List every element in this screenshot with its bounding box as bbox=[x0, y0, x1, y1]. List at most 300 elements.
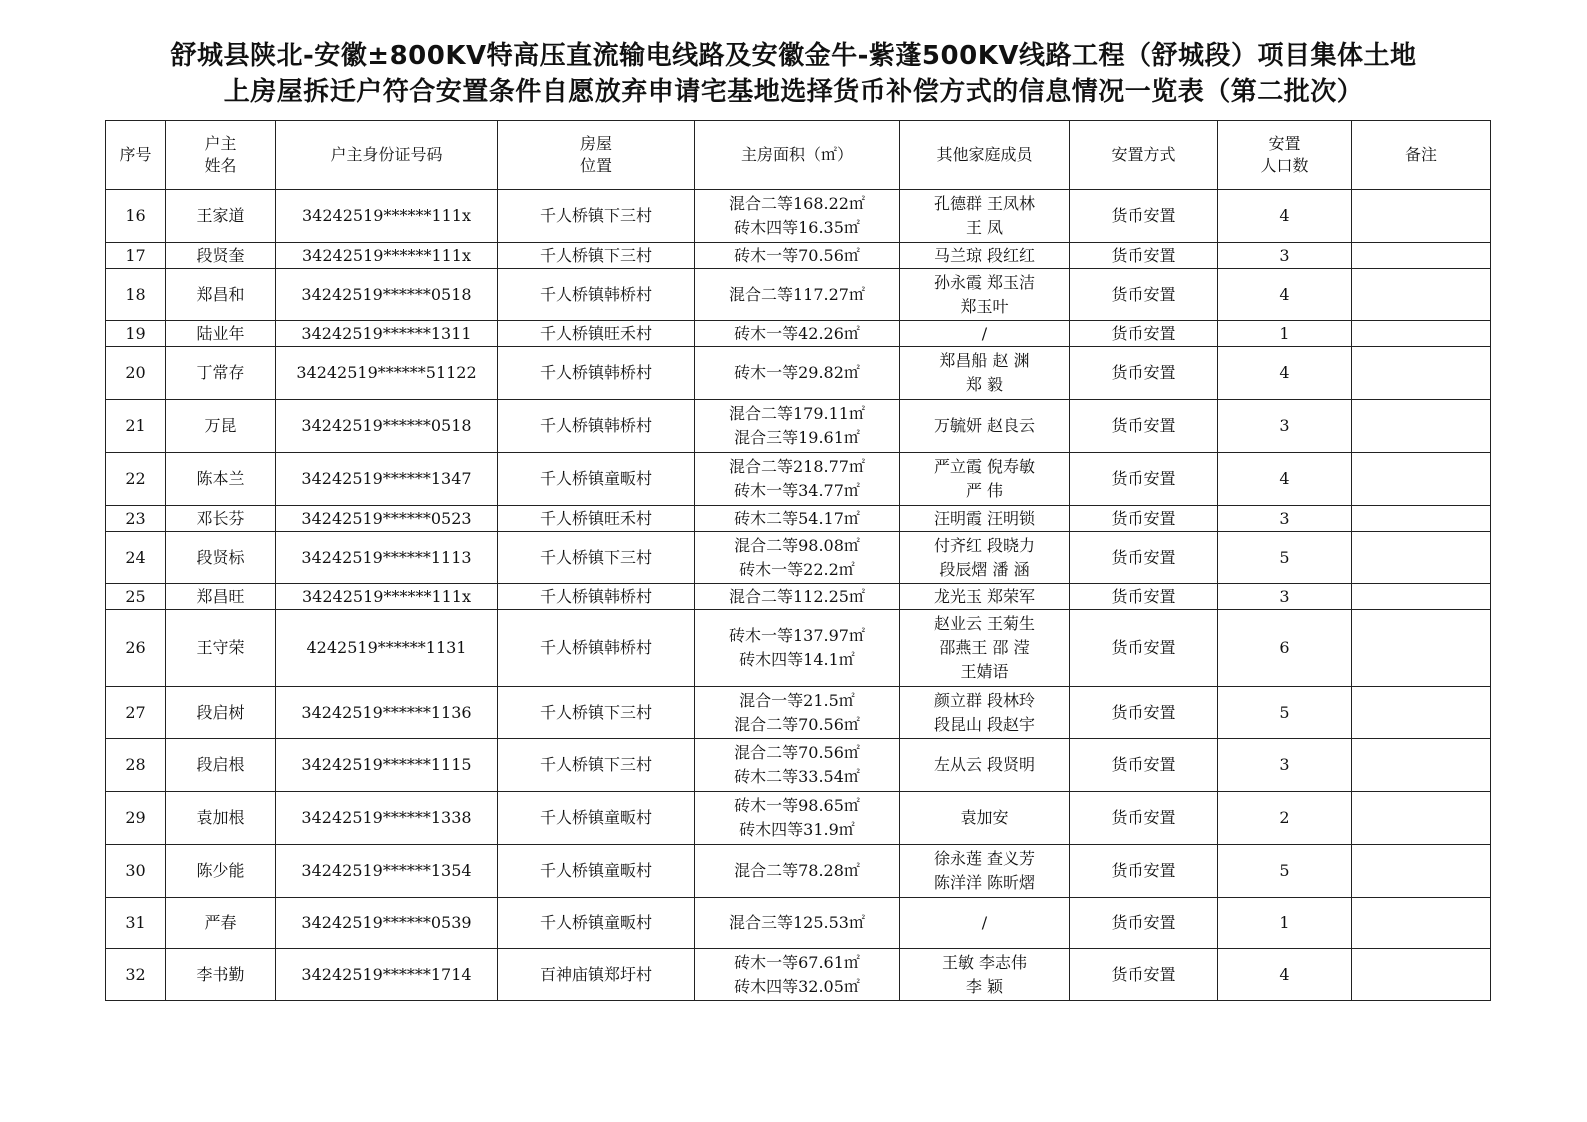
cell-area-line: 砖木四等16.35㎡ bbox=[734, 218, 860, 237]
cell-family-line: 孔德群 王凤林 bbox=[933, 194, 1036, 213]
cell-location bbox=[498, 898, 695, 949]
cell-remark bbox=[1352, 845, 1491, 898]
cell-id bbox=[276, 949, 498, 1001]
cell-id-text: 4242519******1131 bbox=[306, 638, 467, 657]
cell-owner bbox=[166, 347, 276, 400]
cell-area bbox=[695, 453, 900, 506]
cell-remark bbox=[1352, 610, 1491, 687]
cell-area-line: 混合二等112.25㎡ bbox=[729, 586, 865, 606]
cell-method-text: 货币安置 bbox=[1111, 913, 1176, 932]
cell-remark bbox=[1352, 687, 1491, 739]
cell-method bbox=[1070, 949, 1218, 1001]
table-row bbox=[106, 845, 1491, 898]
cell-area-line: 砖木一等137.97㎡ bbox=[729, 626, 865, 645]
cell-owner bbox=[166, 845, 276, 898]
cell-method bbox=[1070, 453, 1218, 506]
cell-method-text: 货币安置 bbox=[1111, 808, 1176, 827]
cell-family-line: 龙光玉 郑荣军 bbox=[933, 586, 1036, 606]
cell-family bbox=[900, 532, 1070, 584]
cell-family bbox=[900, 610, 1070, 687]
cell-method-text: 货币安置 bbox=[1111, 755, 1176, 774]
table-row bbox=[106, 506, 1491, 532]
cell-no bbox=[106, 739, 166, 792]
cell-method-text: 货币安置 bbox=[1111, 206, 1176, 225]
header-method: 安置方式 bbox=[1070, 121, 1218, 190]
cell-method bbox=[1070, 532, 1218, 584]
cell-location bbox=[498, 532, 695, 584]
cell-owner bbox=[166, 792, 276, 845]
cell-people bbox=[1218, 269, 1352, 321]
cell-owner-text: 陆业年 bbox=[196, 323, 245, 343]
cell-owner-text: 陈本兰 bbox=[196, 469, 245, 488]
cell-family-line: 王婧语 bbox=[960, 662, 1009, 681]
cell-owner-text: 段贤标 bbox=[196, 547, 245, 567]
cell-location-text: 千人桥镇下三村 bbox=[539, 702, 652, 722]
cell-remark bbox=[1352, 506, 1491, 532]
cell-area bbox=[695, 321, 900, 347]
cell-no-text: 29 bbox=[125, 808, 146, 827]
cell-id-text: 34242519******1347 bbox=[301, 469, 472, 488]
cell-id bbox=[276, 506, 498, 532]
cell-area-line: 砖木一等34.77㎡ bbox=[734, 481, 860, 500]
cell-people-text: 5 bbox=[1279, 547, 1290, 567]
cell-owner bbox=[166, 269, 276, 321]
cell-method bbox=[1070, 739, 1218, 792]
cell-id bbox=[276, 321, 498, 347]
cell-method-text: 货币安置 bbox=[1111, 508, 1176, 528]
cell-no-text: 16 bbox=[125, 206, 146, 225]
cell-id bbox=[276, 400, 498, 453]
cell-id-text: 34242519******0518 bbox=[301, 284, 472, 304]
cell-area-line: 混合二等70.56㎡ bbox=[734, 714, 860, 734]
cell-family-line: 李 颖 bbox=[965, 976, 1004, 996]
table-row bbox=[106, 190, 1491, 243]
cell-id bbox=[276, 610, 498, 687]
cell-family-line: 郑玉叶 bbox=[960, 296, 1009, 316]
cell-location-text: 千人桥镇童畈村 bbox=[539, 861, 652, 880]
cell-owner bbox=[166, 400, 276, 453]
cell-method-text: 货币安置 bbox=[1111, 363, 1176, 382]
table-row bbox=[106, 532, 1491, 584]
cell-people-text: 5 bbox=[1279, 861, 1290, 880]
cell-no bbox=[106, 400, 166, 453]
cell-owner-text: 袁加根 bbox=[196, 808, 245, 827]
cell-no-text: 26 bbox=[125, 638, 146, 657]
header-id: 户主身份证号码 bbox=[276, 121, 498, 190]
cell-remark bbox=[1352, 453, 1491, 506]
cell-id bbox=[276, 347, 498, 400]
cell-family-line: 万毓妍 赵良云 bbox=[933, 416, 1036, 435]
cell-area bbox=[695, 792, 900, 845]
cell-owner-text: 严春 bbox=[204, 913, 237, 932]
table-row bbox=[106, 347, 1491, 400]
cell-location bbox=[498, 269, 695, 321]
cell-family bbox=[900, 400, 1070, 453]
cell-no bbox=[106, 269, 166, 321]
cell-family bbox=[900, 845, 1070, 898]
cell-family-line: 严立霞 倪寿敏 bbox=[933, 457, 1036, 476]
cell-method-text: 货币安置 bbox=[1111, 861, 1176, 880]
cell-family bbox=[900, 190, 1070, 243]
cell-location-text: 百神庙镇郑圩村 bbox=[539, 964, 652, 984]
cell-area bbox=[695, 243, 900, 269]
cell-method bbox=[1070, 321, 1218, 347]
cell-people bbox=[1218, 532, 1352, 584]
cell-remark bbox=[1352, 584, 1491, 610]
cell-remark bbox=[1352, 269, 1491, 321]
cell-remark bbox=[1352, 400, 1491, 453]
cell-area bbox=[695, 269, 900, 321]
cell-location-text: 千人桥镇韩桥村 bbox=[539, 363, 652, 382]
cell-no bbox=[106, 845, 166, 898]
cell-location-text: 千人桥镇韩桥村 bbox=[539, 284, 652, 304]
cell-no-text: 17 bbox=[125, 245, 146, 265]
cell-owner-text: 郑昌和 bbox=[196, 284, 245, 304]
cell-id-text: 34242519******0523 bbox=[301, 508, 472, 528]
cell-family-line: 赵业云 王菊生 bbox=[933, 614, 1036, 633]
cell-owner bbox=[166, 532, 276, 584]
cell-location-text: 千人桥镇童畈村 bbox=[539, 469, 652, 488]
cell-id-text: 34242519******1113 bbox=[301, 547, 472, 567]
cell-family-line: 袁加安 bbox=[960, 808, 1009, 827]
cell-location bbox=[498, 584, 695, 610]
cell-location bbox=[498, 453, 695, 506]
cell-method bbox=[1070, 845, 1218, 898]
cell-family-line: / bbox=[981, 913, 988, 932]
cell-owner bbox=[166, 610, 276, 687]
cell-area-line: 混合一等21.5㎡ bbox=[739, 690, 855, 710]
cell-method-text: 货币安置 bbox=[1111, 245, 1176, 265]
header-family: 其他家庭成员 bbox=[900, 121, 1070, 190]
cell-area-line: 混合二等98.08㎡ bbox=[734, 535, 860, 555]
cell-family-line: 段辰熠 潘 涵 bbox=[939, 559, 1030, 579]
cell-no bbox=[106, 532, 166, 584]
header-row bbox=[106, 121, 1491, 190]
cell-id bbox=[276, 739, 498, 792]
cell-family-line: 马兰琼 段红红 bbox=[933, 245, 1036, 265]
cell-no-text: 18 bbox=[125, 284, 146, 304]
cell-location bbox=[498, 949, 695, 1001]
cell-no-text: 30 bbox=[125, 861, 146, 880]
cell-family bbox=[900, 506, 1070, 532]
cell-id-text: 34242519******1136 bbox=[301, 702, 472, 722]
cell-no bbox=[106, 949, 166, 1001]
cell-method bbox=[1070, 190, 1218, 243]
cell-family-line: 邵燕王 邵 滢 bbox=[939, 638, 1030, 657]
cell-family-line: 严 伟 bbox=[965, 481, 1004, 500]
cell-people bbox=[1218, 453, 1352, 506]
title-line-1: 舒城县陕北-安徽±800KV特高压直流输电线路及安徽金牛-紫蓬500KV线路工程（舒城段）项目集体土地 bbox=[170, 41, 1417, 71]
cell-area-line: 砖木一等29.82㎡ bbox=[734, 363, 860, 382]
cell-family-line: 陈洋洋 陈昕熠 bbox=[933, 873, 1036, 892]
cell-no-text: 31 bbox=[125, 913, 146, 932]
cell-owner bbox=[166, 687, 276, 739]
cell-area-line: 砖木一等70.56㎡ bbox=[734, 245, 860, 265]
cell-location-text: 千人桥镇童畈村 bbox=[539, 913, 652, 932]
table-row bbox=[106, 898, 1491, 949]
cell-id-text: 34242519******1354 bbox=[301, 861, 472, 880]
cell-family-line: 孙永霞 郑玉洁 bbox=[933, 272, 1036, 292]
cell-remark bbox=[1352, 739, 1491, 792]
cell-people-text: 3 bbox=[1279, 508, 1290, 528]
cell-people bbox=[1218, 792, 1352, 845]
cell-family bbox=[900, 949, 1070, 1001]
cell-remark bbox=[1352, 190, 1491, 243]
cell-id-text: 34242519******111x bbox=[302, 206, 471, 225]
cell-area-line: 砖木一等98.65㎡ bbox=[734, 796, 860, 815]
cell-area bbox=[695, 898, 900, 949]
cell-no-text: 23 bbox=[125, 508, 146, 528]
header-remark: 备注 bbox=[1352, 121, 1491, 190]
cell-no bbox=[106, 243, 166, 269]
cell-id bbox=[276, 584, 498, 610]
cell-family-line: 付齐红 段晓力 bbox=[933, 535, 1036, 555]
cell-no bbox=[106, 347, 166, 400]
cell-remark bbox=[1352, 792, 1491, 845]
cell-area bbox=[695, 845, 900, 898]
cell-remark bbox=[1352, 532, 1491, 584]
cell-id-text: 34242519******111x bbox=[302, 586, 471, 606]
cell-no-text: 20 bbox=[125, 363, 146, 382]
cell-method-text: 货币安置 bbox=[1111, 586, 1176, 606]
cell-id-text: 34242519******0539 bbox=[301, 913, 472, 932]
cell-location bbox=[498, 243, 695, 269]
cell-location bbox=[498, 347, 695, 400]
table-row bbox=[106, 584, 1491, 610]
cell-no bbox=[106, 898, 166, 949]
cell-location bbox=[498, 845, 695, 898]
cell-people-text: 4 bbox=[1279, 206, 1290, 225]
cell-area bbox=[695, 739, 900, 792]
cell-owner bbox=[166, 243, 276, 269]
cell-area-line: 砖木二等54.17㎡ bbox=[734, 508, 860, 528]
cell-location-text: 千人桥镇旺禾村 bbox=[539, 508, 652, 528]
cell-id bbox=[276, 269, 498, 321]
cell-owner bbox=[166, 453, 276, 506]
relocation-table bbox=[105, 120, 1491, 1001]
cell-owner-text: 段启根 bbox=[196, 755, 245, 774]
cell-owner bbox=[166, 506, 276, 532]
cell-people bbox=[1218, 243, 1352, 269]
cell-area-line: 混合二等78.28㎡ bbox=[734, 861, 860, 880]
cell-area-line: 混合二等168.22㎡ bbox=[729, 194, 865, 213]
cell-people-text: 2 bbox=[1279, 808, 1290, 827]
cell-remark bbox=[1352, 949, 1491, 1001]
header-area: 主房面积（㎡） bbox=[695, 121, 900, 190]
cell-family bbox=[900, 453, 1070, 506]
cell-people-text: 3 bbox=[1279, 586, 1290, 606]
cell-area-line: 混合二等218.77㎡ bbox=[729, 457, 865, 476]
table-row bbox=[106, 687, 1491, 739]
cell-family-line: 王敏 李志伟 bbox=[941, 952, 1028, 972]
cell-family bbox=[900, 584, 1070, 610]
cell-method-text: 货币安置 bbox=[1111, 547, 1176, 567]
cell-no-text: 21 bbox=[125, 416, 146, 435]
table-row bbox=[106, 321, 1491, 347]
cell-id-text: 34242519******1115 bbox=[301, 755, 472, 774]
header-people: 安置 人口数 bbox=[1218, 121, 1352, 190]
cell-area-line: 砖木一等42.26㎡ bbox=[734, 323, 860, 343]
cell-method bbox=[1070, 400, 1218, 453]
cell-people-text: 4 bbox=[1279, 363, 1290, 382]
cell-family bbox=[900, 898, 1070, 949]
cell-no-text: 32 bbox=[125, 964, 146, 984]
cell-owner-text: 段启树 bbox=[196, 702, 245, 722]
cell-location bbox=[498, 321, 695, 347]
cell-no-text: 19 bbox=[125, 323, 146, 343]
cell-people bbox=[1218, 739, 1352, 792]
cell-family-line: 左从云 段贤明 bbox=[933, 755, 1036, 774]
cell-id-text: 34242519******0518 bbox=[301, 416, 472, 435]
cell-location bbox=[498, 400, 695, 453]
cell-method-text: 货币安置 bbox=[1111, 469, 1176, 488]
cell-location bbox=[498, 506, 695, 532]
cell-no-text: 24 bbox=[125, 547, 146, 567]
cell-family bbox=[900, 347, 1070, 400]
cell-people bbox=[1218, 610, 1352, 687]
cell-method bbox=[1070, 347, 1218, 400]
document-title bbox=[60, 38, 1527, 110]
cell-family bbox=[900, 269, 1070, 321]
cell-people-text: 6 bbox=[1279, 638, 1290, 657]
cell-owner-text: 郑昌旺 bbox=[196, 586, 245, 606]
cell-area bbox=[695, 400, 900, 453]
cell-area bbox=[695, 610, 900, 687]
cell-area-line: 混合三等125.53㎡ bbox=[729, 913, 865, 932]
cell-method-text: 货币安置 bbox=[1111, 702, 1176, 722]
cell-id-text: 34242519******1338 bbox=[301, 808, 472, 827]
cell-family-line: / bbox=[981, 323, 988, 343]
cell-location-text: 千人桥镇下三村 bbox=[539, 245, 652, 265]
cell-location-text: 千人桥镇下三村 bbox=[539, 755, 652, 774]
cell-no-text: 22 bbox=[125, 469, 146, 488]
cell-method bbox=[1070, 243, 1218, 269]
cell-owner-text: 丁常存 bbox=[196, 363, 245, 382]
cell-family-line: 颜立群 段林玲 bbox=[933, 690, 1036, 710]
cell-no-text: 27 bbox=[125, 702, 146, 722]
cell-people bbox=[1218, 845, 1352, 898]
cell-family-line: 段昆山 段赵宇 bbox=[933, 714, 1036, 734]
cell-family-line: 汪明霞 汪明锁 bbox=[933, 508, 1036, 528]
cell-people bbox=[1218, 321, 1352, 347]
cell-people bbox=[1218, 949, 1352, 1001]
cell-people bbox=[1218, 190, 1352, 243]
header-owner: 户主 姓名 bbox=[166, 121, 276, 190]
cell-family-line: 郑 毅 bbox=[965, 375, 1004, 394]
title-line-2: 上房屋拆迁户符合安置条件自愿放弃申请宅基地选择货币补偿方式的信息情况一览表（第二批次） bbox=[223, 77, 1364, 107]
cell-people-text: 4 bbox=[1279, 469, 1290, 488]
table-row bbox=[106, 243, 1491, 269]
cell-area-line: 混合三等19.61㎡ bbox=[734, 428, 860, 447]
cell-family-line: 郑昌船 赵 渊 bbox=[939, 351, 1030, 370]
cell-family bbox=[900, 243, 1070, 269]
cell-people-text: 4 bbox=[1279, 964, 1290, 984]
cell-family bbox=[900, 739, 1070, 792]
table-row bbox=[106, 400, 1491, 453]
cell-id-text: 34242519******51122 bbox=[296, 363, 477, 382]
cell-owner bbox=[166, 321, 276, 347]
cell-method-text: 货币安置 bbox=[1111, 638, 1176, 657]
cell-area-line: 砖木四等32.05㎡ bbox=[734, 976, 860, 996]
cell-owner-text: 陈少能 bbox=[196, 861, 245, 880]
cell-area bbox=[695, 532, 900, 584]
cell-id bbox=[276, 532, 498, 584]
cell-owner bbox=[166, 949, 276, 1001]
cell-people-text: 3 bbox=[1279, 755, 1290, 774]
cell-owner-text: 段贤奎 bbox=[196, 245, 245, 265]
cell-remark bbox=[1352, 898, 1491, 949]
cell-method bbox=[1070, 792, 1218, 845]
cell-owner bbox=[166, 739, 276, 792]
cell-people-text: 3 bbox=[1279, 245, 1290, 265]
cell-id bbox=[276, 898, 498, 949]
cell-location-text: 千人桥镇韩桥村 bbox=[539, 586, 652, 606]
cell-location-text: 千人桥镇旺禾村 bbox=[539, 323, 652, 343]
cell-method bbox=[1070, 610, 1218, 687]
cell-id bbox=[276, 687, 498, 739]
cell-family-line: 徐永莲 查义芳 bbox=[933, 849, 1036, 868]
cell-method-text: 货币安置 bbox=[1111, 284, 1176, 304]
cell-people bbox=[1218, 400, 1352, 453]
cell-owner-text: 王守荣 bbox=[196, 638, 245, 657]
cell-method bbox=[1070, 898, 1218, 949]
cell-owner-text: 邓长芬 bbox=[196, 508, 245, 528]
cell-family-line: 王 凤 bbox=[965, 218, 1004, 237]
cell-owner bbox=[166, 190, 276, 243]
cell-area-line: 砖木四等31.9㎡ bbox=[739, 820, 855, 839]
cell-owner-text: 李书勤 bbox=[196, 964, 245, 984]
cell-owner-text: 王家道 bbox=[196, 206, 245, 225]
cell-owner bbox=[166, 898, 276, 949]
cell-method-text: 货币安置 bbox=[1111, 964, 1176, 984]
cell-area-line: 砖木四等14.1㎡ bbox=[739, 650, 855, 669]
table-row bbox=[106, 792, 1491, 845]
cell-location-text: 千人桥镇下三村 bbox=[539, 206, 652, 225]
cell-area bbox=[695, 949, 900, 1001]
cell-no bbox=[106, 792, 166, 845]
cell-location bbox=[498, 792, 695, 845]
cell-id-text: 34242519******111x bbox=[302, 245, 471, 265]
table-row bbox=[106, 739, 1491, 792]
cell-no bbox=[106, 584, 166, 610]
cell-no-text: 28 bbox=[125, 755, 146, 774]
table-row bbox=[106, 269, 1491, 321]
cell-remark bbox=[1352, 347, 1491, 400]
cell-no bbox=[106, 321, 166, 347]
table-row bbox=[106, 453, 1491, 506]
cell-people-text: 1 bbox=[1279, 323, 1290, 343]
cell-no bbox=[106, 190, 166, 243]
cell-location bbox=[498, 190, 695, 243]
cell-area bbox=[695, 347, 900, 400]
cell-area-line: 砖木二等33.54㎡ bbox=[734, 767, 860, 786]
cell-id bbox=[276, 243, 498, 269]
cell-method bbox=[1070, 269, 1218, 321]
cell-no bbox=[106, 610, 166, 687]
cell-area-line: 砖木一等67.61㎡ bbox=[734, 952, 860, 972]
cell-area-line: 混合二等70.56㎡ bbox=[734, 743, 860, 762]
cell-method bbox=[1070, 584, 1218, 610]
cell-people bbox=[1218, 898, 1352, 949]
cell-family bbox=[900, 321, 1070, 347]
cell-owner-text: 万昆 bbox=[204, 416, 237, 435]
cell-location-text: 千人桥镇下三村 bbox=[539, 547, 652, 567]
table-row bbox=[106, 949, 1491, 1001]
cell-people-text: 3 bbox=[1279, 416, 1290, 435]
cell-location-text: 千人桥镇童畈村 bbox=[539, 808, 652, 827]
cell-people bbox=[1218, 506, 1352, 532]
table-body bbox=[106, 190, 1491, 1001]
